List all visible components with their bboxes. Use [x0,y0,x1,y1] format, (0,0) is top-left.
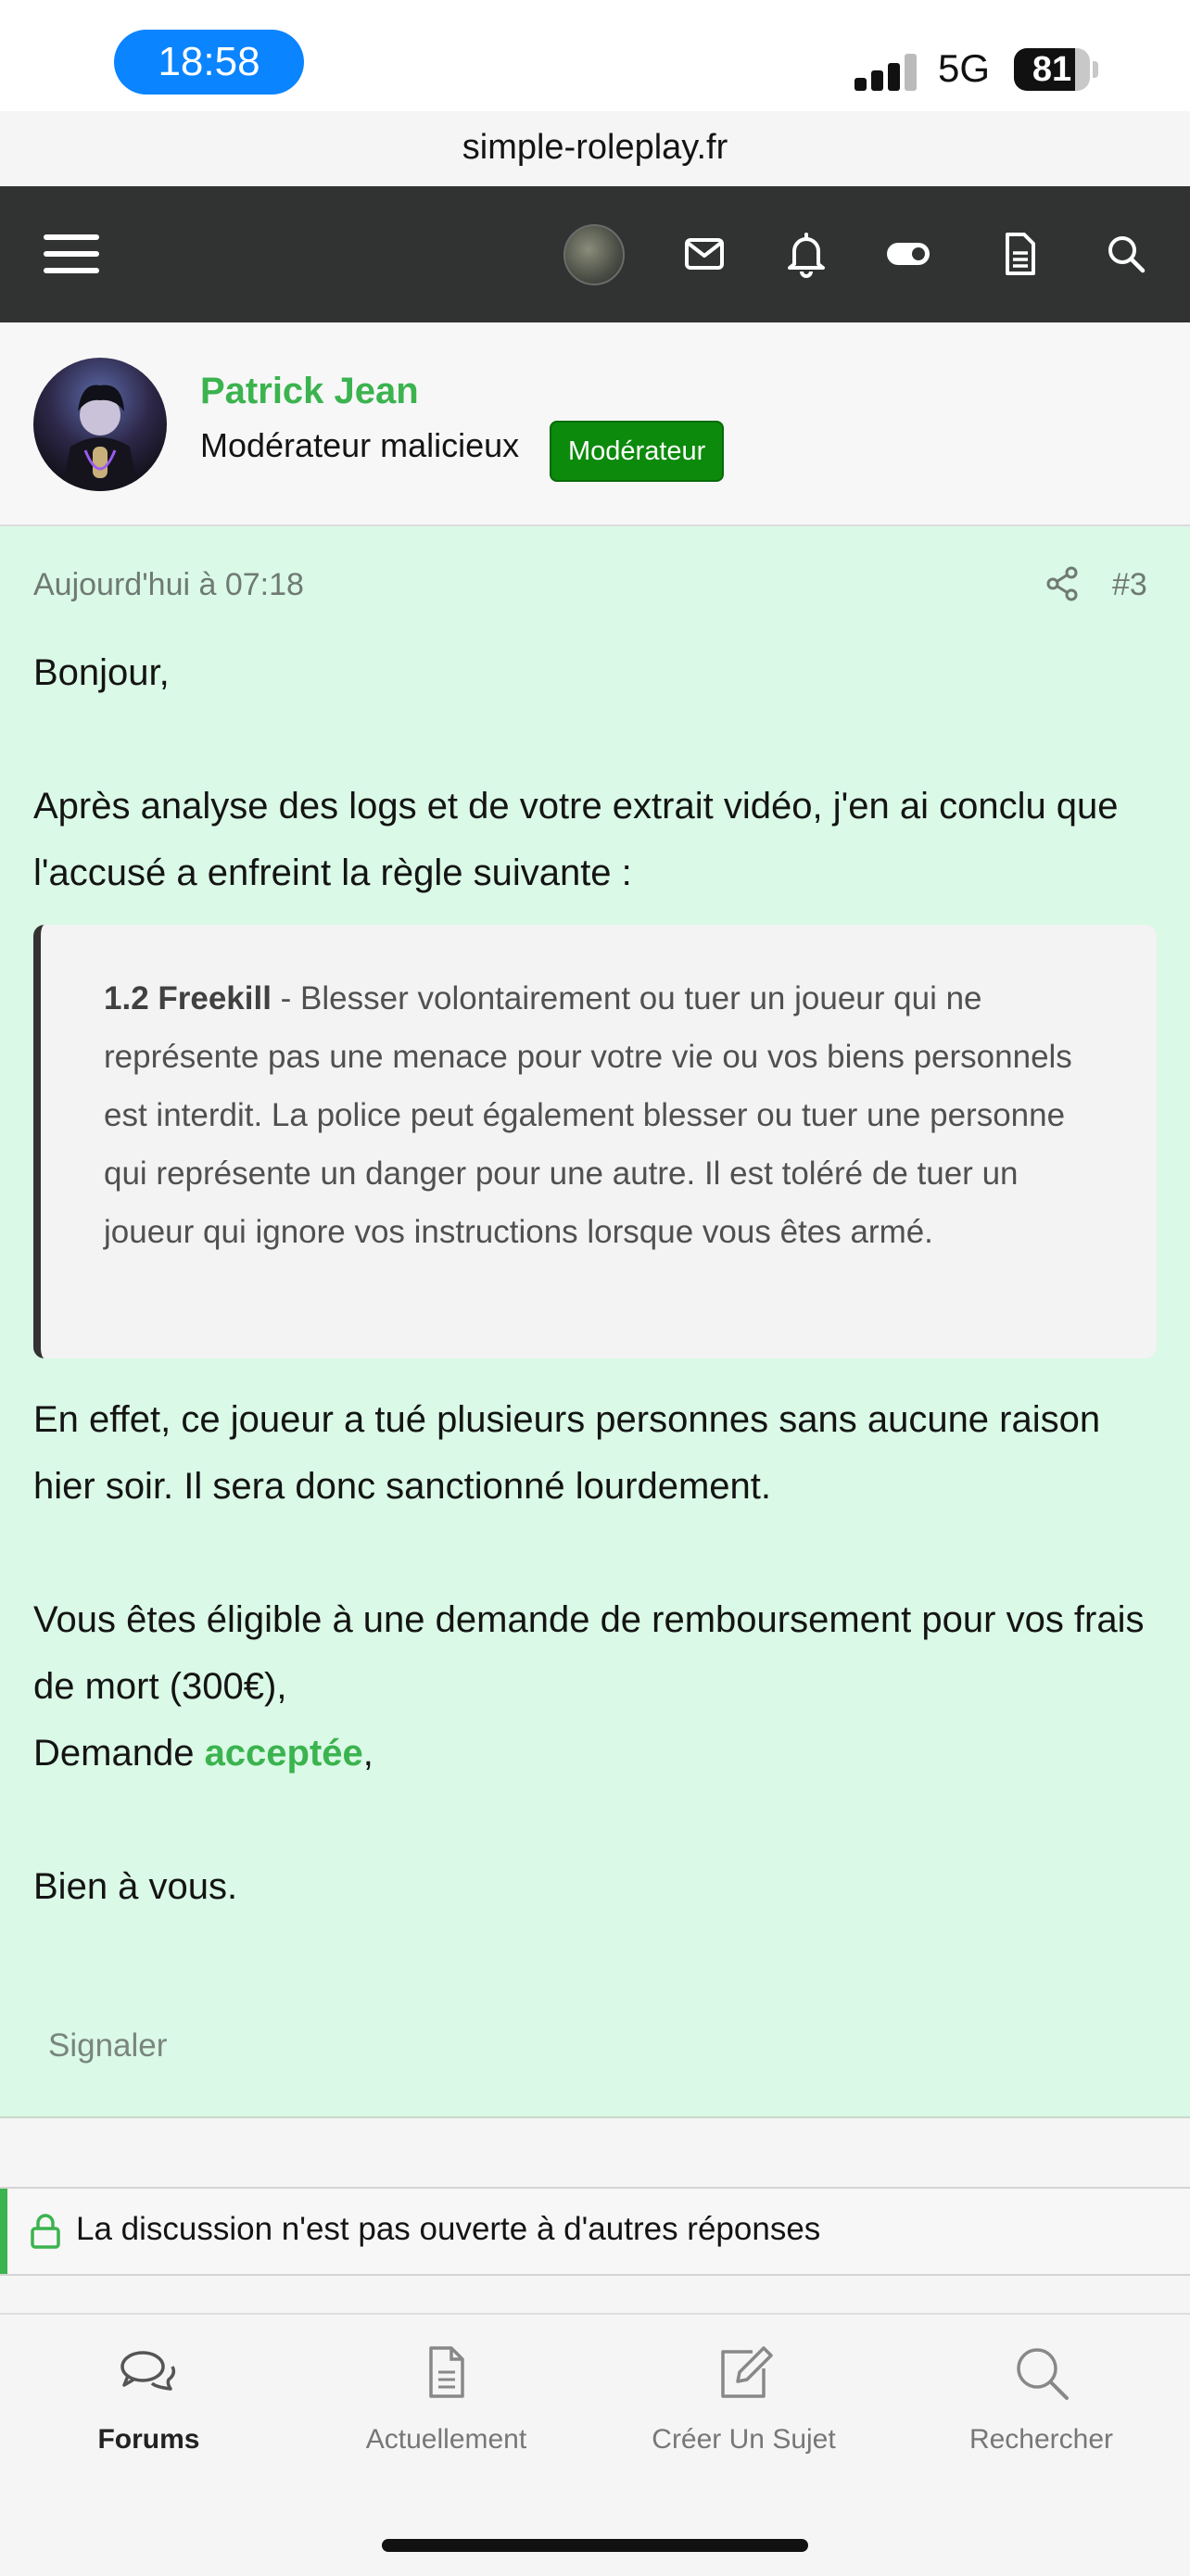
report-link[interactable]: Signaler [48,2027,168,2064]
tab-label: Forums [97,2424,200,2455]
post-message [0,526,1190,2118]
document-icon [412,2339,479,2406]
tab-search[interactable] [892,2315,1190,2500]
decision-prefix: Demande [33,1733,205,1774]
post-paragraph: Après analyse des logs et de votre extrait vidéo, j'en ai conclu que l'accusé a enfreint la règle suivante : [33,786,1119,893]
post-author [0,322,1190,526]
tab-label: Créer Un Sujet [652,2424,836,2455]
quote-body: - Blesser volontairement ou tuer un joueur qui ne représente pas une menace pour votre vie ou vos biens personnels est interdit. La police peut également blesser ou tuer une personne qui représente un danger pour une autre. Il est toléré de tuer un joueur qui ignore vos instructions lorsque vous êtes armé. [104,980,1072,1250]
home-indicator[interactable] [382,2539,808,2552]
bottom-tab-bar [0,2313,1190,2576]
status-bar [0,0,1190,111]
bell-icon[interactable] [774,221,839,286]
post-paragraph: Vous êtes éligible à une demande de remboursement pour vos frais de mort (300€), [33,1599,1145,1707]
post-decision [33,1720,1164,1787]
author-name[interactable]: Patrick Jean [200,371,419,411]
status-time: 18:58 [114,30,304,95]
menu-icon[interactable] [39,221,104,286]
post-closing: Bien à vous. [33,1866,238,1907]
chat-bubbles-icon [115,2339,182,2406]
avatar[interactable] [563,224,625,285]
share-icon[interactable] [1042,563,1082,604]
rule-quote [33,925,1157,1358]
signal-icon [855,54,919,91]
notice-accent [0,2189,7,2274]
battery-tip [1093,61,1098,78]
post-greeting: Bonjour, [33,652,170,693]
browser-url[interactable]: simple-roleplay.fr [462,128,728,167]
search-icon [1007,2339,1074,2406]
tab-actuellement[interactable] [298,2315,595,2500]
battery-icon [1014,48,1090,91]
tab-label: Rechercher [968,2424,1114,2455]
author-avatar[interactable] [33,358,167,491]
tab-forums[interactable] [0,2315,298,2500]
document-icon[interactable] [987,221,1052,286]
post-date[interactable]: Aujourd'hui à 07:18 [33,567,304,602]
toggle-icon[interactable] [876,221,941,286]
quote-title: 1.2 Freekill [104,980,272,1017]
locked-text: La discussion n'est pas ouverte à d'autres réponses [76,2211,821,2247]
lock-icon [28,2213,63,2250]
decision-suffix: , [362,1733,373,1774]
envelope-icon[interactable] [672,227,737,281]
moderator-badge: Modérateur [550,421,724,482]
locked-notice [0,2187,1190,2276]
decision-word: acceptée [204,1733,363,1774]
post-paragraph: En effet, ce joueur a tué plusieurs personnes sans aucune raison hier soir. Il sera donc sanctionné lourdement. [33,1399,1101,1507]
author-title: Modérateur malicieux [200,426,520,464]
network-type: 5G [938,46,991,90]
edit-icon [710,2339,777,2406]
battery-level: 81 [1032,50,1072,89]
tab-create-topic[interactable] [595,2315,892,2500]
tab-label: Actuellement [365,2424,527,2455]
search-icon[interactable] [1094,221,1158,286]
post-number[interactable]: #3 [1112,567,1147,602]
